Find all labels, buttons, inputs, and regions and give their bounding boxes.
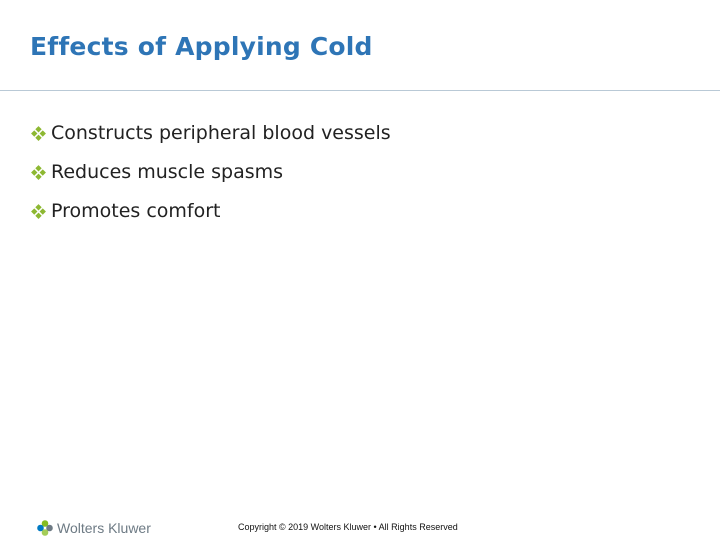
- footer-logo: [36, 519, 151, 537]
- bullet-item: [30, 159, 391, 185]
- title-divider: [0, 90, 720, 91]
- diamond-bullet-icon: [30, 164, 47, 181]
- bullet-text: Promotes comfort: [51, 200, 221, 222]
- diamond-bullet-icon: [30, 125, 47, 142]
- bullet-item: [30, 120, 391, 146]
- bullet-text: Constructs peripheral blood vessels: [51, 122, 391, 144]
- bullet-list: [30, 120, 391, 237]
- bullet-item: [30, 198, 391, 224]
- logo-text: Wolters Kluwer: [57, 520, 151, 536]
- diamond-bullet-icon: [30, 203, 47, 220]
- bullet-text: Reduces muscle spasms: [51, 161, 284, 183]
- slide-title: Effects of Applying Cold: [30, 32, 373, 61]
- copyright-text: Copyright © 2019 Wolters Kluwer • All Rights Reserved: [238, 522, 458, 532]
- wolters-kluwer-logo-icon: [36, 519, 54, 537]
